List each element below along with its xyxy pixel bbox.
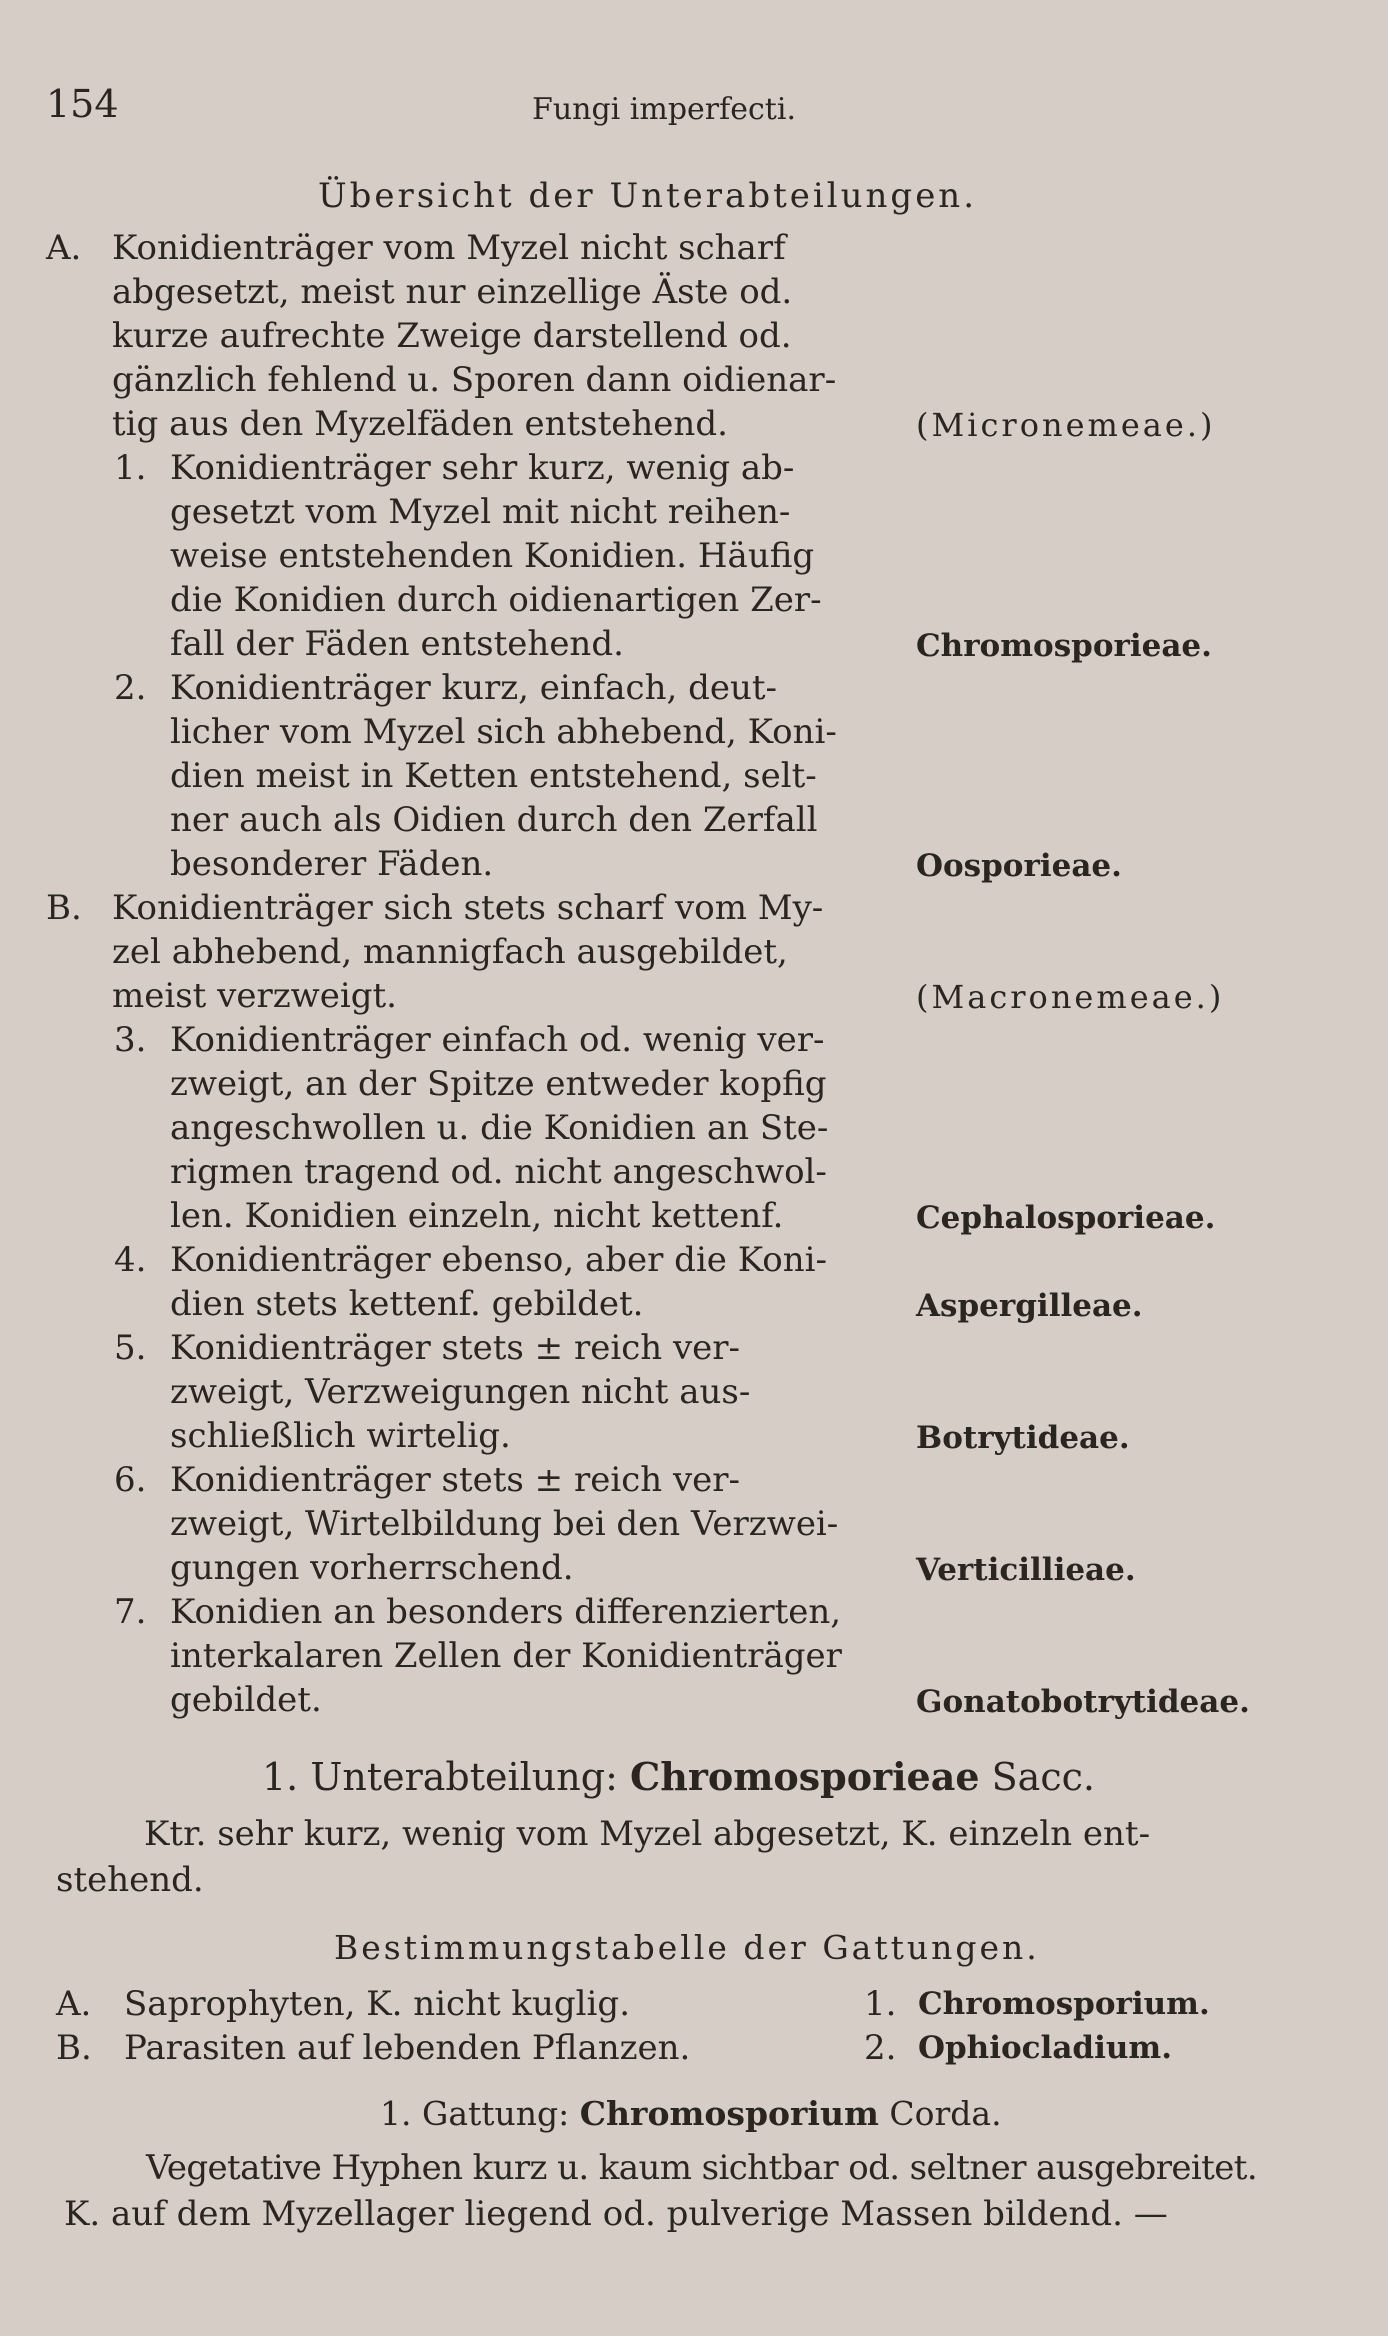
taxon-result: Oosporieae. <box>916 848 1122 884</box>
text-line: Konidienträger ebenso, aber die Koni- <box>170 1240 827 1280</box>
genus-description-line: K. auf dem Myzellager liegend od. pulverige Massen bildend. — <box>64 2194 1168 2234</box>
running-title: Fungi imperfecti. <box>532 92 796 127</box>
genus-name: Chromosporium. <box>918 1986 1210 2022</box>
text-line: zel abhebend, mannigfach ausgebildet, <box>112 932 788 972</box>
text-line: Konidienträger stets ± reich ver- <box>170 1460 741 1500</box>
text-line: zweigt, Verzweigungen nicht aus- <box>170 1372 751 1412</box>
text-line: fall der Fäden entstehend. <box>170 624 624 664</box>
text-line: schließlich wirtelig. <box>170 1416 511 1456</box>
genus-title-name: Chromosporium <box>579 2094 879 2133</box>
text-line: len. Konidien einzeln, nicht kettenf. <box>170 1196 784 1236</box>
text-line: gungen vorherrschend. <box>170 1548 574 1588</box>
text-line: Konidienträger vom Myzel nicht scharf <box>112 228 786 268</box>
key-label: B. <box>46 888 82 928</box>
subdivision-description-line: Ktr. sehr kurz, wenig vom Myzel abgesetzt, K. einzeln ent- <box>144 1814 1151 1854</box>
key-label: A. <box>46 228 82 268</box>
text-line: gänzlich fehlend u. Sporen dann oidienar- <box>112 360 837 400</box>
text-line: zweigt, Wirtelbildung bei den Verzwei- <box>170 1504 839 1544</box>
genus-number: 1. <box>864 1984 897 2024</box>
text-line: licher vom Myzel sich abhebend, Koni- <box>170 712 837 752</box>
text-line: tig aus den Myzelfäden entstehend. <box>112 404 728 444</box>
genus-author: Corda. <box>889 2094 1002 2133</box>
genus-heading <box>380 2094 1002 2133</box>
key-label: 4. <box>114 1240 147 1280</box>
text-line: meist verzweigt. <box>112 976 397 1016</box>
key-label: 2. <box>114 668 147 708</box>
genus-name: Ophiocladium. <box>918 2030 1172 2066</box>
text-line: Konidienträger kurz, einfach, deut- <box>170 668 778 708</box>
taxon-result: Cephalosporieae. <box>916 1200 1216 1236</box>
text-line: besonderer Fäden. <box>170 844 494 884</box>
text-line: interkalaren Zellen der Konidienträger <box>170 1636 842 1676</box>
text-line: dien meist in Ketten entstehend, selt- <box>170 756 817 796</box>
text-line: Konidien an besonders differenzierten, <box>170 1592 842 1632</box>
subdivision-heading <box>262 1754 1095 1799</box>
text-line: Konidienträger einfach od. wenig ver- <box>170 1020 825 1060</box>
text-line: Konidienträger stets ± reich ver- <box>170 1328 741 1368</box>
genus-prefix: 1. Gattung: <box>380 2094 570 2133</box>
taxon-result: Gonatobotrytideae. <box>916 1684 1250 1720</box>
key-text: Parasiten auf lebenden Pflanzen. <box>124 2028 691 2068</box>
key-label: 3. <box>114 1020 147 1060</box>
key-label: 7. <box>114 1592 147 1632</box>
subdivision-prefix: 1. Unterabteilung: <box>262 1755 618 1799</box>
key-label: 5. <box>114 1328 147 1368</box>
text-line: gebildet. <box>170 1680 322 1720</box>
taxon-result: Botrytideae. <box>916 1420 1130 1456</box>
subdivision-description-line: stehend. <box>56 1860 204 1900</box>
taxon-result: Verticillieae. <box>916 1552 1136 1588</box>
taxon-result: Aspergilleae. <box>916 1288 1143 1324</box>
key-label: A. <box>56 1984 92 2024</box>
taxon-result: Chromosporieae. <box>916 628 1212 664</box>
genus-description-line: Vegetative Hyphen kurz u. kaum sichtbar od. seltner ausgebreitet. <box>146 2148 1258 2188</box>
overview-heading: Übersicht der Unterabteilungen. <box>318 176 978 216</box>
key-label: B. <box>56 2028 92 2068</box>
text-line: Konidienträger sehr kurz, wenig ab- <box>170 448 795 488</box>
text-line: dien stets kettenf. gebildet. <box>170 1284 644 1324</box>
text-line: angeschwollen u. die Konidien an Ste- <box>170 1108 829 1148</box>
key-label: 6. <box>114 1460 147 1500</box>
text-line: kurze aufrechte Zweige darstellend od. <box>112 316 792 356</box>
key-label: 1. <box>114 448 147 488</box>
group-result: (Micronemeae.) <box>916 406 1216 444</box>
key-text: Saprophyten, K. nicht kuglig. <box>124 1984 630 2024</box>
subdivision-author: Sacc. <box>991 1755 1095 1799</box>
genus-number: 2. <box>864 2028 897 2068</box>
text-line: weise entstehenden Konidien. Häufig <box>170 536 815 576</box>
genus-key-heading: Bestimmungstabelle der Gattungen. <box>334 1928 1040 1967</box>
page-number: 154 <box>46 82 119 126</box>
text-line: ner auch als Oidien durch den Zerfall <box>170 800 818 840</box>
subdivision-name: Chromosporieae <box>629 1754 980 1799</box>
text-line: zweigt, an der Spitze entweder kopfig <box>170 1064 827 1104</box>
text-line: die Konidien durch oidienartigen Zer- <box>170 580 822 620</box>
text-line: rigmen tragend od. nicht angeschwol- <box>170 1152 827 1192</box>
text-line: gesetzt vom Myzel mit nicht reihen- <box>170 492 791 532</box>
text-line: Konidienträger sich stets scharf vom My- <box>112 888 824 928</box>
group-result: (Macronemeae.) <box>916 978 1225 1016</box>
text-line: abgesetzt, meist nur einzellige Äste od. <box>112 272 793 312</box>
